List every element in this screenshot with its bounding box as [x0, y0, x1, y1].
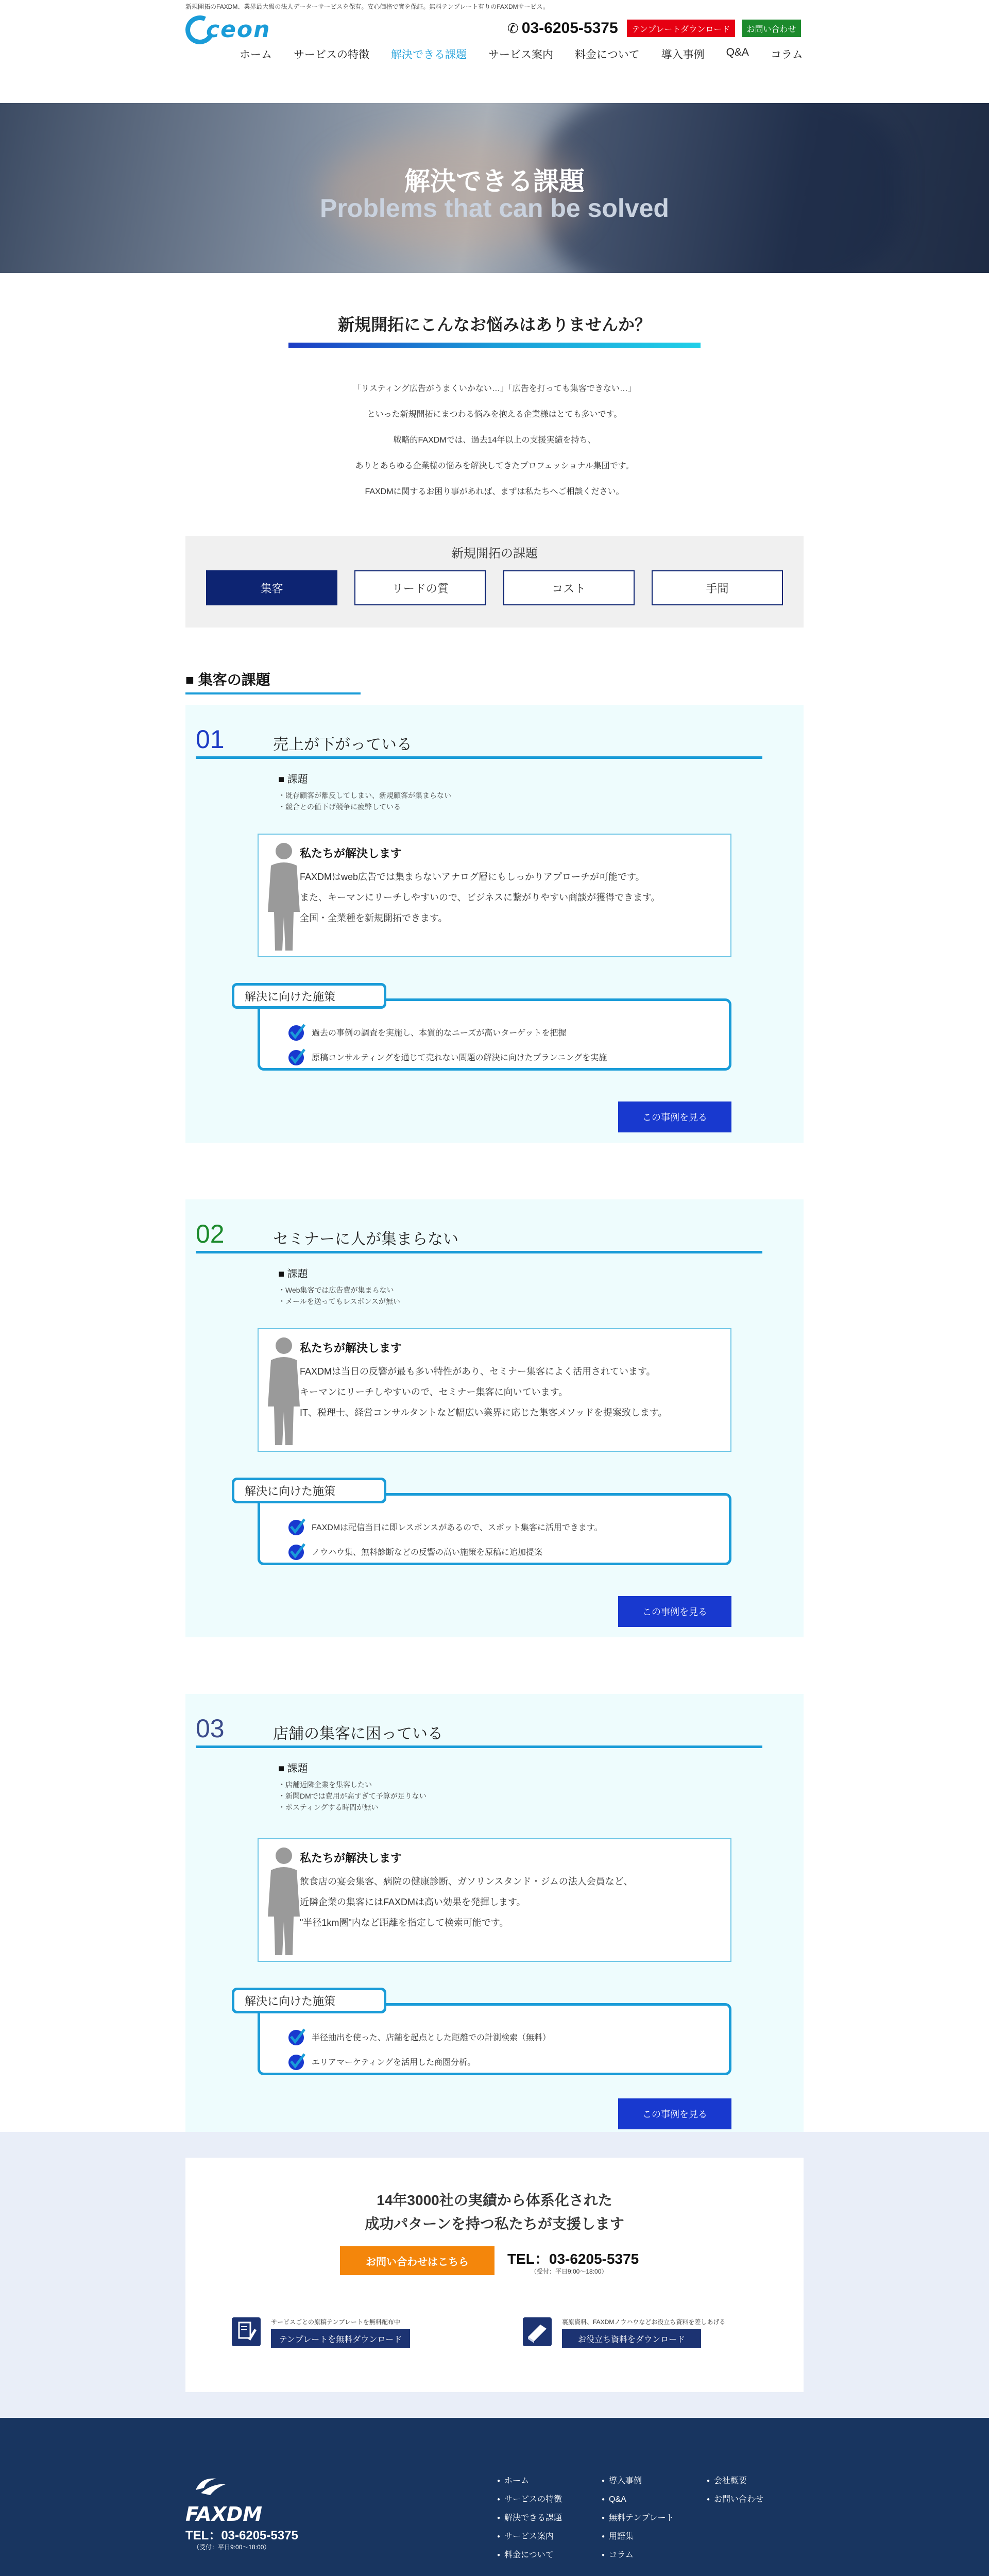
footer-link[interactable]: ● お問い合わせ — [707, 2490, 763, 2509]
footer-link[interactable]: ● サービスの特徴 — [497, 2490, 562, 2509]
footer-logo-text: FAXDM — [185, 2503, 263, 2526]
cta-title-line: 成功パターンを持つ私たちが支援します — [365, 2216, 624, 2232]
nav-problems[interactable]: 解決できる課題 — [391, 49, 467, 61]
tabs-title: 新規開拓の課題 — [451, 547, 538, 561]
issue-heading: ■ 課題 — [278, 774, 308, 785]
measure-text: 半径抽出を使った、店舗を起点とした距離での計測検索（無料） — [312, 2033, 551, 2042]
footer-link[interactable]: ● サービス案内 — [497, 2528, 562, 2546]
case-issues — [278, 771, 451, 812]
problem-tabs-box — [185, 536, 804, 628]
case-divider — [196, 1745, 762, 1748]
measures-box — [258, 1493, 731, 1565]
hero-subtitle: Problems that can be solved — [320, 194, 669, 223]
measure-item — [286, 1046, 607, 1067]
measure-item — [286, 1022, 567, 1042]
footer-link[interactable]: ● 用語集 — [602, 2528, 674, 2546]
case-card — [185, 1694, 804, 2132]
solution-heading: 私たちが解決します — [300, 1342, 402, 1354]
footer-logo[interactable] — [185, 2475, 262, 2526]
case-title: セミナーに人が集まらない — [273, 1231, 458, 1248]
book-icon — [523, 2317, 552, 2346]
footer-link[interactable]: ● コラム — [602, 2546, 674, 2565]
solution-line: キーマンにリーチしやすいので、セミナー集客に向いています。 — [300, 1387, 568, 1397]
tab-attraction[interactable]: 集客 — [206, 570, 337, 605]
case-header — [196, 1714, 762, 1742]
site-header — [0, 0, 989, 103]
solution-heading: 私たちが解決します — [300, 847, 402, 860]
cta-title-line: 14年3000社の実績から体系化された — [377, 2192, 612, 2208]
cta-hours: （受付：平日9:00〜18:00） — [531, 2268, 608, 2275]
case-divider — [196, 756, 762, 759]
issue-heading: ■ 課題 — [278, 1763, 308, 1774]
footer-hours: （受付：平日9:00〜18:00） — [193, 2544, 270, 2551]
issue-item: ・ポスティングする時間が無い — [278, 1803, 379, 1811]
measure-item — [286, 1516, 603, 1537]
solution-box — [258, 1838, 731, 1962]
cta-title — [185, 2189, 804, 2236]
tab-effort[interactable]: 手間 — [652, 570, 783, 605]
case-header — [196, 1219, 762, 1247]
materials-download-caption: 裏原資料、FAXDMノウハウなどお役立ち資料を差しあげる — [562, 2318, 726, 2326]
solution-line: FAXDMは当日の反響が最も多い特性があり、セミナー集客によく活用されています。 — [300, 1366, 656, 1377]
contact-button[interactable]: お問い合わせ — [742, 20, 801, 37]
checkmark-icon — [286, 1541, 306, 1562]
site-footer — [0, 2418, 989, 2576]
view-case-button[interactable]: この事例を見る — [618, 1596, 731, 1627]
solution-line: 全国・全業種を新規開拓できます。 — [300, 913, 448, 923]
solution-box — [258, 1328, 731, 1452]
global-nav — [240, 46, 825, 62]
measures-box — [258, 2003, 731, 2075]
measure-item — [286, 1541, 542, 1562]
case-issues — [278, 1265, 400, 1307]
solution-line: 飲食店の宴会集客、病院の健康診断、ガソリンスタンド・ジムの法人会員など、 — [300, 1876, 633, 1887]
nav-services[interactable]: サービス案内 — [488, 49, 553, 61]
businessman-silhouette-icon — [266, 1334, 302, 1448]
template-download-cta[interactable]: テンプレートを無料ダウンロード — [271, 2329, 410, 2348]
issue-list — [278, 1284, 400, 1307]
footer-link[interactable]: ● ホーム — [497, 2472, 562, 2490]
solution-line: また、キーマンにリーチしやすいので、ビジネスに繋がりやすい商談が獲得できます。 — [300, 892, 660, 903]
view-case-button[interactable]: この事例を見る — [618, 2098, 731, 2129]
solution-line: IT、税理士、経営コンサルタントなど幅広い業界に応じた集客メソッドを提案致します。 — [300, 1408, 668, 1418]
measure-item — [286, 2051, 475, 2072]
cta-section — [0, 2132, 989, 2418]
fax-logo-icon — [185, 2475, 232, 2500]
nav-column[interactable]: コラム — [770, 49, 803, 61]
tab-lead-quality[interactable]: リードの質 — [354, 570, 486, 605]
measure-text: 過去の事例の調査を実施し、本質的なニーズが高いターゲットを把握 — [312, 1028, 567, 1038]
measure-item — [286, 2026, 551, 2047]
case-number: 03 — [196, 1714, 225, 1743]
issue-list — [278, 790, 451, 812]
cta-box — [185, 2158, 804, 2392]
case-issues — [278, 1760, 427, 1813]
checkmark-icon — [286, 1516, 306, 1537]
template-download-button[interactable]: テンプレートダウンロード — [627, 20, 735, 37]
header-phone-number: 03-6205-5375 — [521, 20, 618, 37]
tab-list — [185, 561, 804, 605]
measures-box — [258, 998, 731, 1071]
checkmark-icon — [286, 2026, 306, 2047]
case-card — [185, 705, 804, 1143]
section-heading: ■ 集客の課題 — [185, 672, 270, 688]
intro-line: 「リスティング広告がうまくいかない…」「広告を打っても集客できない…」 — [353, 384, 636, 393]
cta-contact-button[interactable]: お問い合わせはこちら — [340, 2246, 494, 2275]
measure-text: FAXDMは配信当日に即レスポンスがあるので、スポット集客に活用できます。 — [312, 1523, 603, 1532]
materials-download-block — [523, 2317, 725, 2348]
intro-text — [185, 376, 804, 505]
measure-text: 原稿コンサルティングを通じて売れない問題の解決に向けたプランニングを実施 — [312, 1053, 607, 1062]
businessman-silhouette-icon — [266, 840, 302, 953]
checkmark-icon — [286, 1022, 306, 1042]
footer-link[interactable]: ● 解決できる課題 — [497, 2509, 562, 2528]
solution-heading: 私たちが解決します — [300, 1852, 402, 1865]
solution-line: FAXDMはweb広告では集まらないアナログ層にもしっかりアプローチが可能です。 — [300, 872, 645, 882]
view-case-button[interactable]: この事例を見る — [618, 1101, 731, 1132]
footer-nav-col3 — [707, 2472, 763, 2509]
nav-pricing[interactable]: 料金について — [575, 49, 640, 61]
issue-item: ・既存顧客が離反してしまい、新規顧客が集まらない — [278, 791, 451, 800]
issue-item: ・Web集客では広告費が集まらない — [278, 1286, 394, 1294]
tab-cost[interactable]: コスト — [503, 570, 635, 605]
footer-link[interactable]: ● 導入事例 — [602, 2472, 674, 2490]
nav-home[interactable]: ホーム — [240, 49, 272, 61]
measures-label: 解決に向けた施策 — [232, 1478, 386, 1503]
measures-label: 解決に向けた施策 — [232, 983, 386, 1009]
solution-text — [300, 1361, 668, 1423]
footer-phone[interactable]: TEL：03-6205-5375 — [185, 2529, 298, 2543]
case-number: 02 — [196, 1219, 225, 1248]
issue-item: ・メールを送ってもレスポンスが無い — [278, 1297, 400, 1306]
intro-line: といった新規開拓にまつわる悩みを抱える企業様はとても多いです。 — [367, 410, 622, 419]
measures-label: 解決に向けた施策 — [232, 1988, 386, 2013]
template-download-text — [271, 2317, 410, 2348]
intro-line: FAXDMに関するお困り事があれば、まずは私たちへご相談ください。 — [365, 487, 624, 496]
cta-phone[interactable]: TEL：03-6205-5375 — [507, 2251, 639, 2267]
solution-line: "半径1km圏"内など距離を指定して検索可能です。 — [300, 1918, 509, 1928]
header-tagline: 新規開拓のFAXDM、業界最大級の法人データーサービスを保有。安心価格で實を保証。無料テンプレート有りのFAXDMサービス。 — [185, 3, 549, 10]
solution-text — [300, 867, 660, 928]
header-phone[interactable] — [507, 20, 618, 37]
issue-item: ・店舗近隣企業を集客したい — [278, 1781, 372, 1789]
measure-text: エリアマーケティングを活用した商圏分析。 — [312, 2058, 476, 2067]
intro-line: 戦略的FAXDMでは、過去14年以上の支援実績を持ち、 — [393, 436, 596, 445]
template-download-caption: サービスごとの原稿テンプレートを無料配布中 — [271, 2318, 400, 2326]
case-card — [185, 1199, 804, 1637]
checkmark-icon — [286, 1046, 306, 1067]
intro-section — [185, 312, 804, 694]
hero-banner — [0, 103, 989, 273]
logo-text: ceon — [206, 16, 271, 43]
intro-title-underline — [288, 343, 701, 348]
solution-text — [300, 1871, 633, 1933]
phone-icon: ✆ — [507, 20, 519, 36]
businessman-silhouette-icon — [266, 1844, 302, 1958]
case-list — [185, 705, 804, 2132]
case-title: 売上が下がっている — [273, 736, 412, 753]
measure-text: ノウハウ集、無料診断などの反響の高い施策を原稿に追加提案 — [312, 1548, 543, 1557]
nav-cases[interactable]: 導入事例 — [661, 49, 705, 61]
hero-title: 解決できる課題 — [404, 167, 585, 196]
footer-nav-col2 — [602, 2472, 674, 2565]
case-number: 01 — [196, 725, 225, 754]
footer-link[interactable]: ● 会社概要 — [707, 2472, 763, 2490]
footer-link[interactable]: ● 料金について — [497, 2546, 562, 2565]
case-divider — [196, 1251, 762, 1253]
issue-heading: ■ 課題 — [278, 1268, 308, 1280]
case-header — [196, 724, 762, 753]
section-heading-underline — [185, 692, 361, 694]
issue-list — [278, 1779, 427, 1813]
intro-line: ありとあらゆる企業様の悩みを解決してきたプロフェッショナル集団です。 — [355, 462, 634, 470]
template-download-block — [232, 2317, 410, 2348]
materials-download-cta[interactable]: お役立ち資料をダウンロード — [562, 2329, 701, 2348]
intro-title: 新規開拓にこんなお悩みはありませんか？ — [337, 315, 651, 334]
nav-features[interactable]: サービスの特徴 — [294, 49, 369, 61]
issue-item: ・競合との値下げ競争に疲弊している — [278, 803, 401, 811]
case-title: 店舗の集客に困っている — [273, 1725, 443, 1742]
footer-nav-col1 — [497, 2472, 562, 2565]
footer-link[interactable]: ● Q&A — [602, 2490, 674, 2509]
checkmark-icon — [286, 2051, 306, 2072]
site-logo[interactable] — [185, 15, 270, 44]
document-pen-icon — [232, 2317, 261, 2346]
solution-line: 近隣企業の集客にはFAXDMは高い効果を発揮します。 — [300, 1897, 526, 1907]
footer-link[interactable]: ● 無料テンプレート — [602, 2509, 674, 2528]
nav-qa[interactable]: Q&A — [726, 46, 749, 58]
issue-item: ・新聞DMでは費用が高すぎて予算が足りない — [278, 1792, 427, 1800]
solution-box — [258, 834, 731, 957]
materials-download-text — [562, 2317, 725, 2348]
